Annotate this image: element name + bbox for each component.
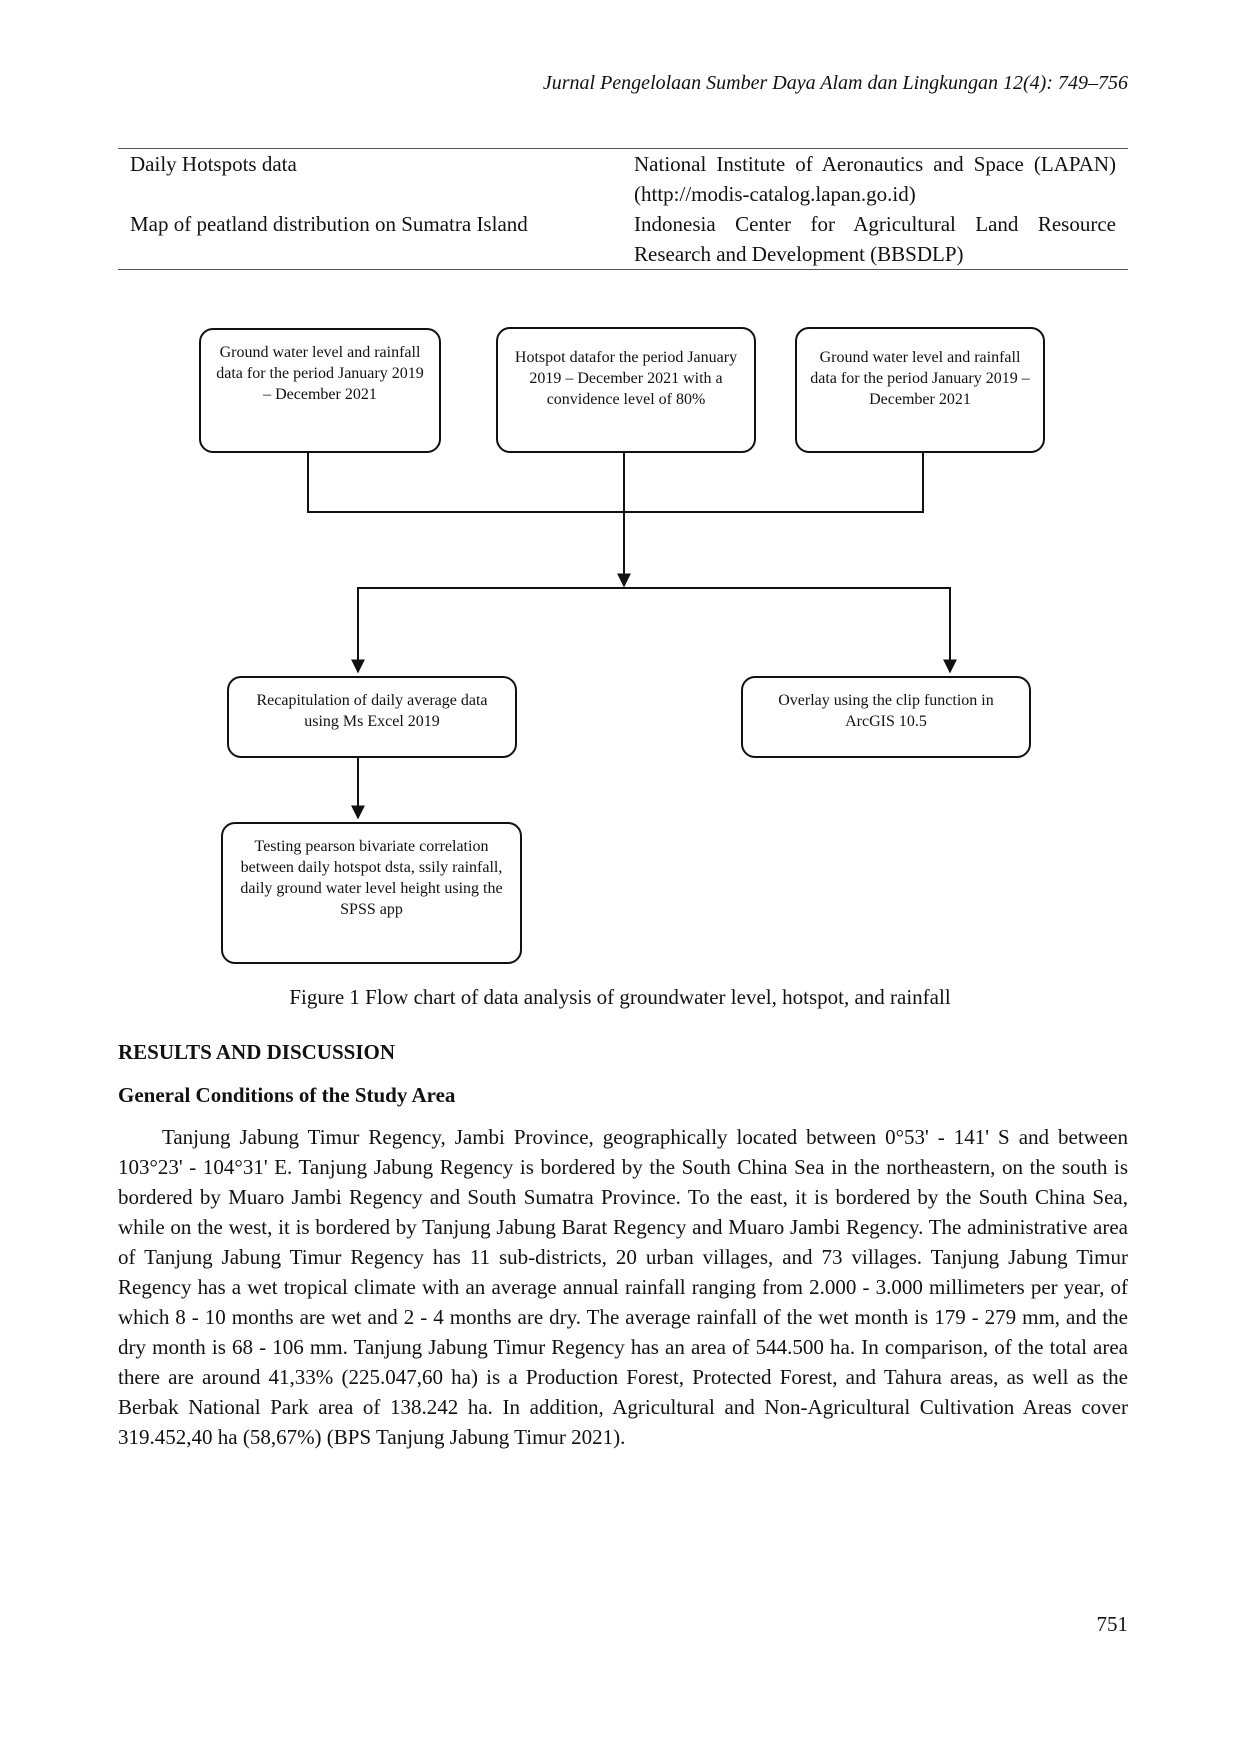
subsection-heading: General Conditions of the Study Area bbox=[118, 1083, 456, 1107]
table-cell-data: Map of peatland distribution on Sumatra Island bbox=[130, 212, 528, 236]
flow-box-recapitulation: Recapitulation of daily average data using Ms Excel 2019 bbox=[227, 676, 517, 758]
flow-box-groundwater-right: Ground water level and rainfall data for the period January 2019 – December 2021 bbox=[795, 327, 1045, 453]
table-cell-source: Indonesia Center for Agricultural Land Resource Research and Development (BBSDLP) bbox=[634, 212, 1116, 266]
table-cell-data: Daily Hotspots data bbox=[130, 152, 297, 176]
flow-box-hotspot: Hotspot datafor the period January 2019 – December 2021 with a convidence level of 80% bbox=[496, 327, 756, 453]
flow-box-overlay: Overlay using the clip function in ArcGIS 10.5 bbox=[741, 676, 1031, 758]
table-cell-source: National Institute of Aeronautics and Space (LAPAN) (http://modis-catalog.lapan.go.id) bbox=[634, 152, 1116, 206]
flow-box-groundwater-left: Ground water level and rainfall data for the period January 2019 – December 2021 bbox=[199, 328, 441, 453]
body-paragraph: Tanjung Jabung Timur Regency, Jambi Province, geographically located between 0°53' - 141' S and between 103°23' - 104°31' E. Tanjung Jabung Regency is bordered by the South China Sea in the northeastern, on the south is bordered by Muaro Jambi Regency and South Sumatra Province. To the east, it is bordered by the South China Sea, while on the west, it is bordered by Tanjung Jabung Barat Regency and Muaro Jambi Regency. The administrative area of Tanjung Jabung Timur Regency has 11 sub-districts, 20 urban villages, and 73 villages. Tanjung Jabung Timur Regency has a wet tropical climate with an average annual rainfall ranging from 2.000 - 3.000 millimeters per year, of which 8 - 10 months are wet and 2 - 4 months are dry. The average rainfall of the wet month is 179 - 279 mm, and the dry month is 68 - 106 mm. Tanjung Jabung Timur Regency has an area of 544.500 ha. In comparison, of the total area there are around 41,33% (225.047,60 ha) is a Production Forest, Protected Forest, and Tahura areas, as well as the Berbak National Park area of 138.242 ha. In addition, Agricultural and Non-Agricultural Cultivation Areas cover 319.452,40 ha (58,67%) (BPS Tanjung Jabung Timur 2021). bbox=[118, 1125, 1128, 1449]
running-head: Jurnal Pengelolaan Sumber Daya Alam dan Lingkungan 12(4): 749–756 bbox=[542, 72, 1128, 94]
flow-box-testing: Testing pearson bivariate correlation between daily hotspot dsta, ssily rainfall, daily ground water level height using the SPSS app bbox=[221, 822, 522, 964]
figure-caption: Figure 1 Flow chart of data analysis of groundwater level, hotspot, and rainfall bbox=[289, 985, 951, 1009]
page-number: 751 bbox=[1096, 1612, 1128, 1636]
section-heading: RESULTS AND DISCUSSION bbox=[118, 1040, 395, 1064]
